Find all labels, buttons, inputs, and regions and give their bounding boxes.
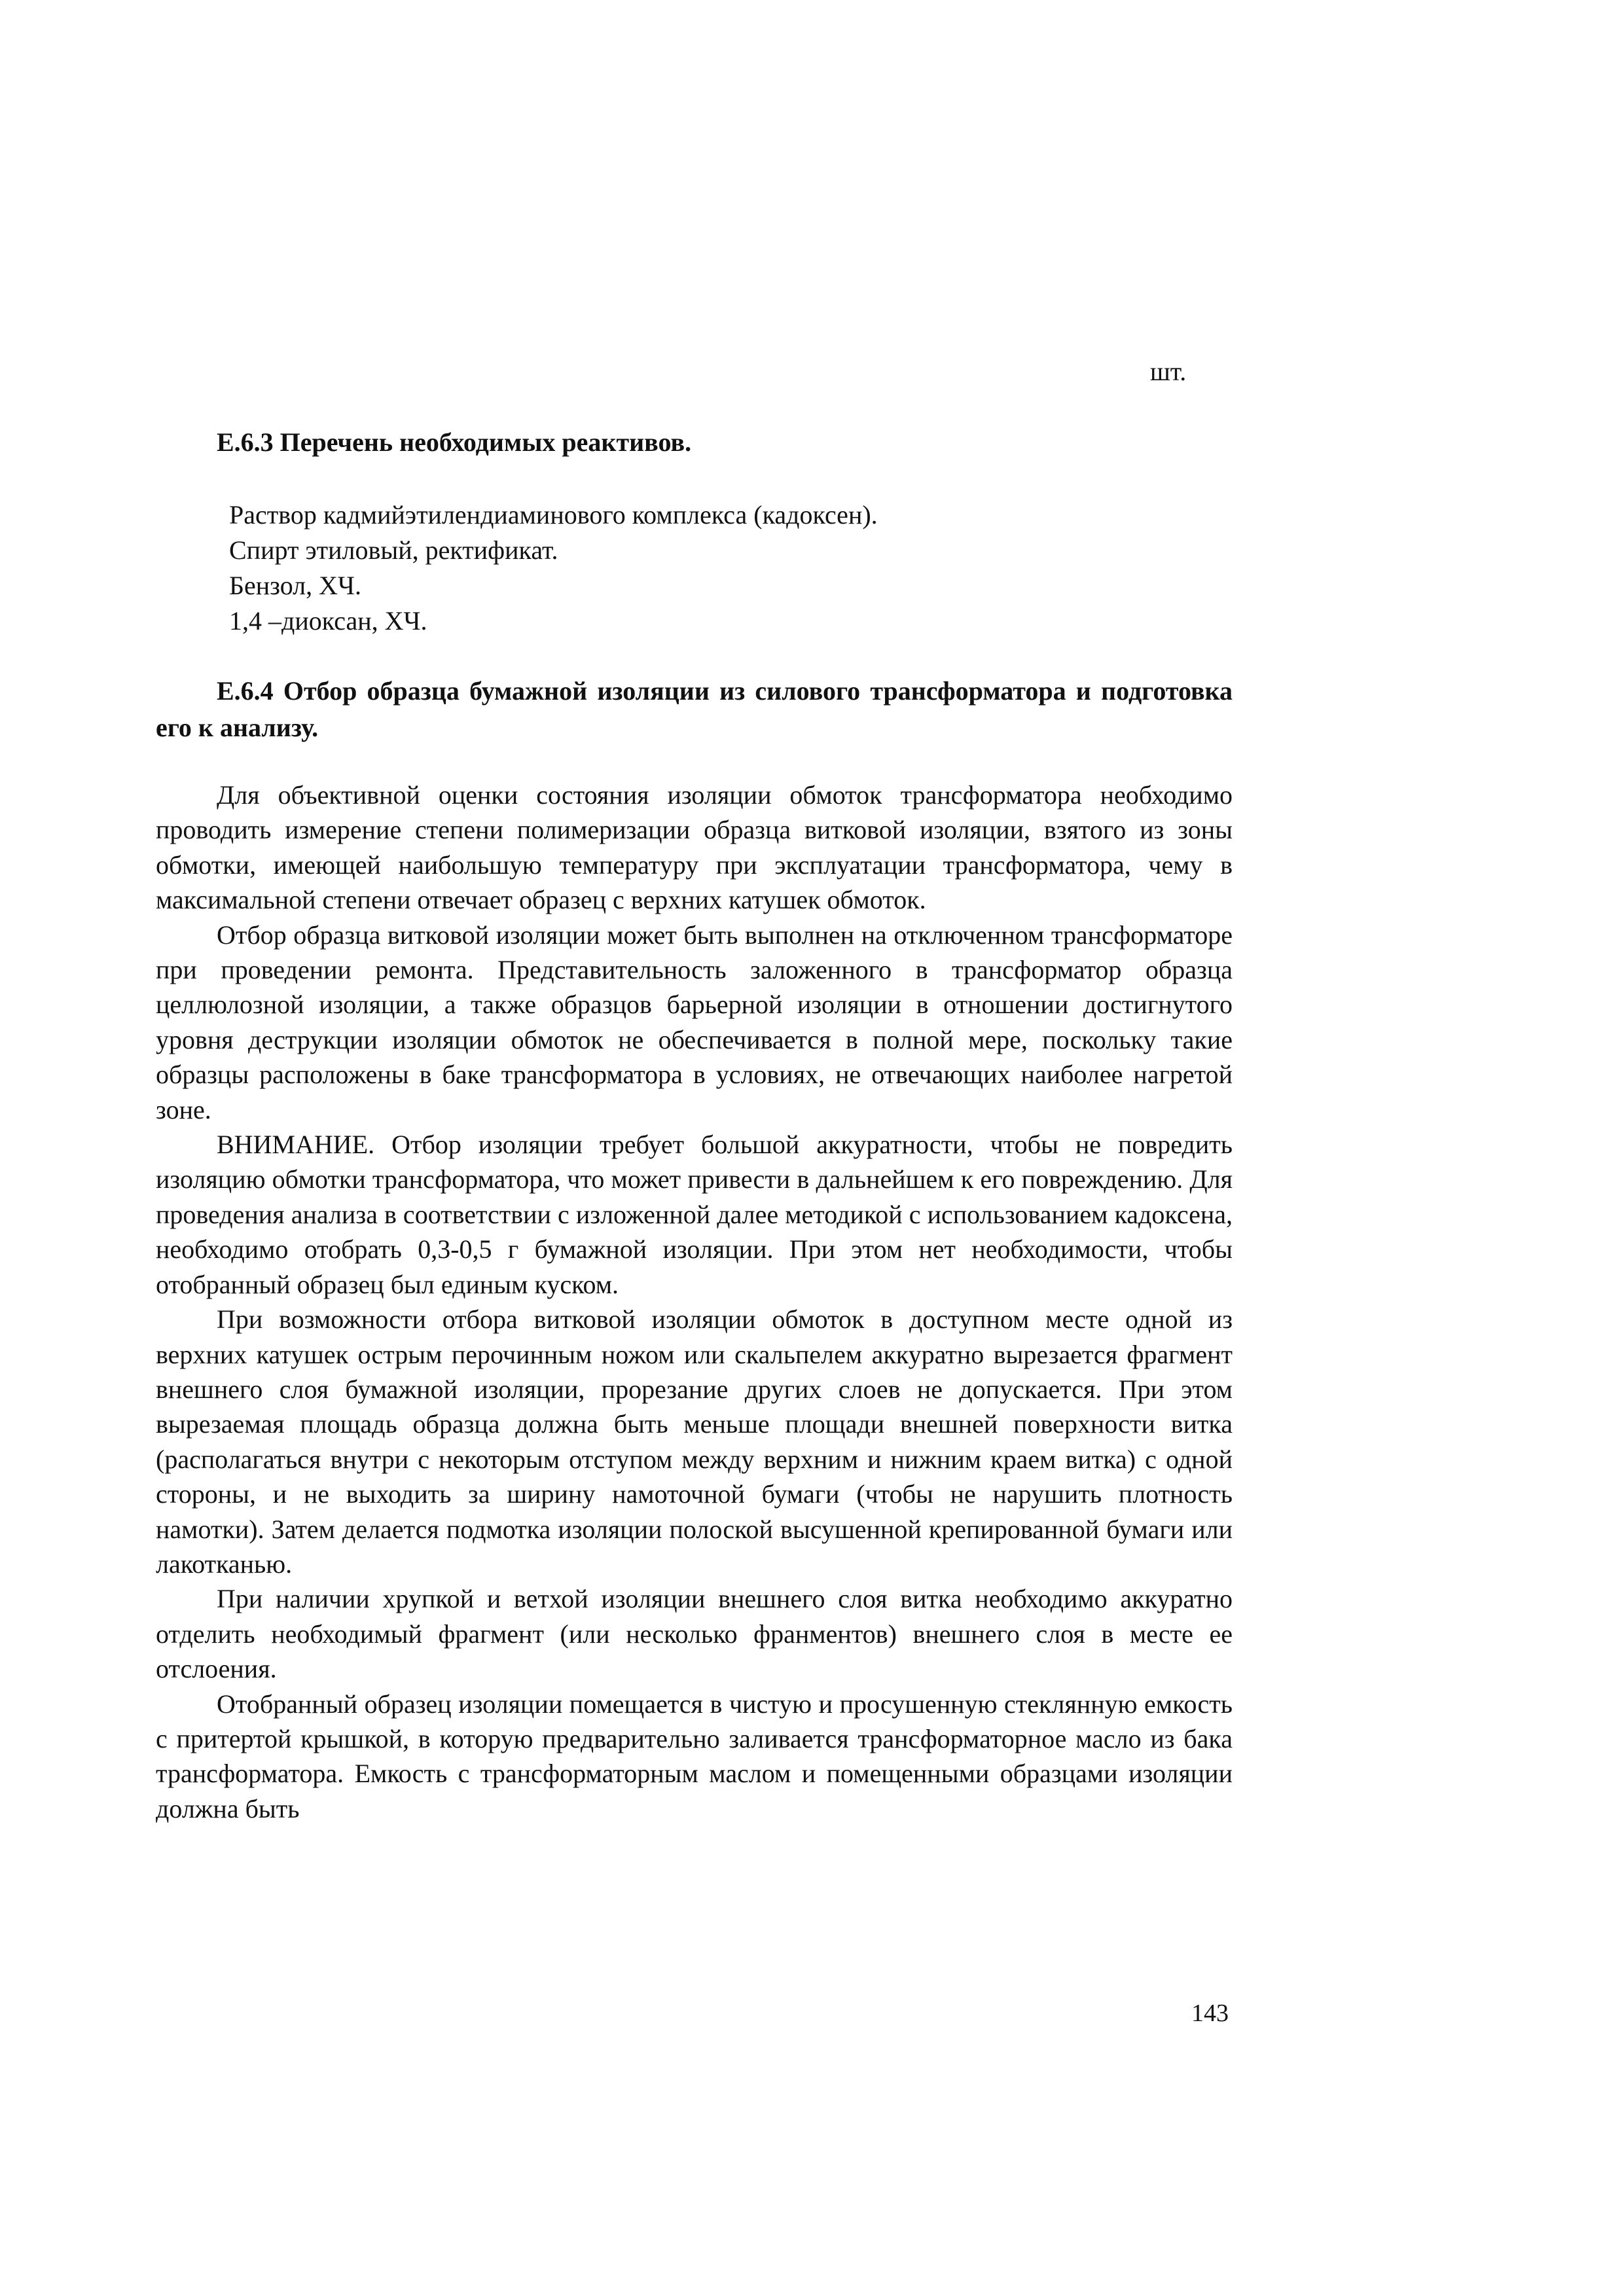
- body-paragraph: ВНИМАНИЕ. Отбор изоляции требует большой аккуратности, чтобы не повредить изоляцию обмотки трансформатора, что может привести в дальнейшем к его повреждению. Для проведения анализа в соответствии с изложенной далее методикой с использованием кадоксена, необходимо отобрать 0,3-0,5 г бумажной изоляции. При этом нет необходимости, чтобы отобранный образец был единым куском.: [156, 1130, 1233, 1299]
- body-paragraph: Отобранный образец изоляции помещается в чистую и просушенную стеклянную емкость с притертой крышкой, в которую предварительно заливается трансформаторное масло из бака трансформатора. Емкость с трансформаторным маслом и помещенными образцами изоляции должна быть: [156, 1689, 1233, 1823]
- page-number: 143: [1191, 2000, 1229, 2027]
- unit-label: шт.: [1150, 357, 1187, 386]
- body-paragraph: При возможности отбора витковой изоляции обмоток в доступном месте одной из верхних катушек острым перочинным ножом или скальпелем аккуратно вырезается фрагмент внешнего слоя бумажной изоляции, прорезание других слоев не допускается. При этом вырезаемая площадь образца должна быть меньше площади внешней поверхности витка (располагаться внутри с некоторым отступом между верхним и нижним краем витка) с одной стороны, и не выходить за ширину намоточной бумаги (чтобы не нарушить плотность намотки). Затем делается подмотка изоляции полоской высушенной крепированной бумаги или лакотканью.: [156, 1304, 1233, 1579]
- body-paragraph: Для объективной оценки состояния изоляции обмоток трансформатора необходимо проводить измерение степени полимеризации образца витковой изоляции, взятого из зоны обмотки, имеющей наибольшую температуру при эксплуатации трансформатора, чему в максимальной степени отвечает образец с верхних катушек обмоток.: [156, 780, 1233, 915]
- section-e64-body: [156, 778, 1233, 1826]
- reagent-item: Спирт этиловый, ректификат.: [229, 535, 558, 565]
- reagent-list: [229, 497, 878, 639]
- reagent-item: Раствор кадмийэтилендиаминового комплекса (кадоксен).: [229, 500, 878, 529]
- body-paragraph: При наличии хрупкой и ветхой изоляции внешнего слоя витка необходимо аккуратно отделить необходимый фрагмент (или несколько франментов) внешнего слоя в месте ее отслоения.: [156, 1584, 1233, 1684]
- reagent-item: Бензол, ХЧ.: [229, 571, 362, 600]
- section-e63-heading: Е.6.3 Перечень необходимых реактивов.: [217, 427, 692, 457]
- reagent-item: 1,4 –диоксан, ХЧ.: [229, 606, 427, 636]
- body-paragraph: Отбор образца витковой изоляции может быть выполнен на отключенном трансформаторе при проведении ремонта. Представительность заложенного в трансформатор образца целлюлозной изоляции, а также образцов барьерной изоляции в отношении достигнутого уровня деструкции изоляции обмоток не обеспечивается в полной мере, поскольку такие образцы расположены в баке трансформатора в условиях, не отвечающих наиболее нагретой зоне.: [156, 920, 1233, 1124]
- section-e64-heading: Е.6.4 Отбор образца бумажной изоляции из силового трансформатора и подготовка его к анализу.: [156, 676, 1233, 742]
